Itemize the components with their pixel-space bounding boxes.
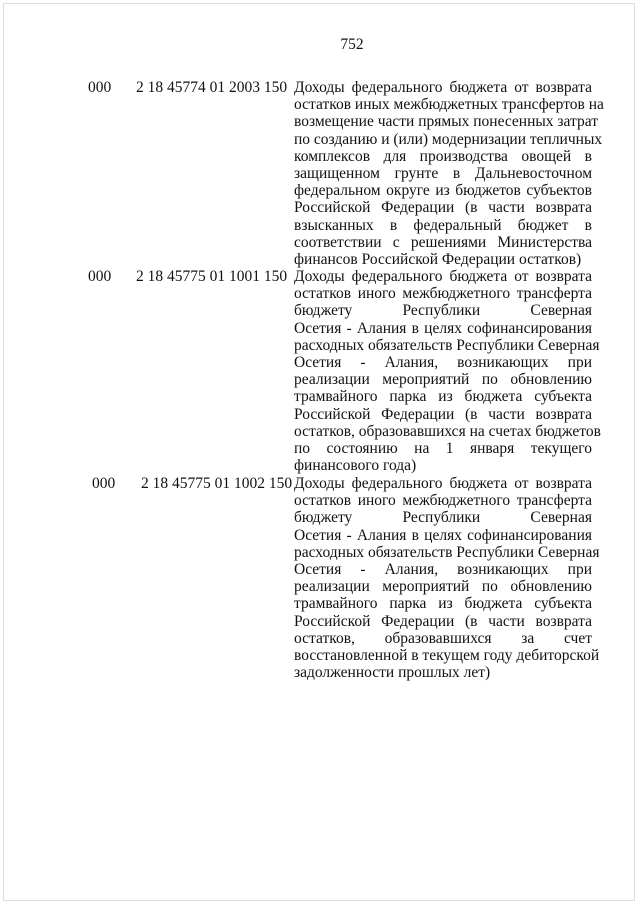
description-line: федеральном округе из бюджетов субъектов: [294, 182, 592, 200]
description-line: Осетия - Алания, возникающих при: [294, 560, 592, 578]
description-line: комплексов для производства овощей в: [294, 147, 592, 165]
description-line: возмещение части прямых понесенных затрат: [294, 113, 598, 131]
description-line: Осетия - Алания в целях софинансирования: [294, 319, 592, 337]
budget-code: 2 18 45775 01 1002 150: [141, 475, 293, 492]
description-line: остатков иных межбюджетных трансфертов на: [294, 96, 604, 114]
description-line: трамвайного парка из бюджета субъекта: [294, 595, 592, 613]
description-line: Осетия - Алания в целях софинансирования: [294, 526, 592, 544]
description: [294, 475, 600, 682]
description-line: остатков, образовавшихся на счетах бюджетов: [294, 422, 601, 440]
description-line: Доходы федерального бюджета от возврата: [294, 268, 592, 285]
page-number: 752: [340, 36, 364, 53]
description-line: соответствии с решениями Министерства: [294, 233, 592, 251]
description-line: Осетия - Алания, возникающих при: [294, 353, 592, 371]
description: [294, 79, 604, 268]
description-line: защищенном грунте в Дальневосточном: [294, 164, 592, 182]
description-line: реализации мероприятий по обновлению: [294, 578, 592, 596]
description-line: остатков, образовавшихся за счет: [294, 629, 592, 647]
description-line: взысканных в федеральный бюджет в: [294, 216, 592, 234]
description-line: расходных обязательств Республики Северная: [294, 336, 600, 354]
description-line: Доходы федерального бюджета от возврата: [294, 79, 592, 96]
admin-code: 000: [88, 79, 112, 96]
description-line: остатков иного межбюджетного трансферта: [294, 285, 592, 303]
budget-code: 2 18 45775 01 1001 150: [136, 268, 288, 285]
description-line: финансового года): [294, 457, 417, 475]
admin-code: 000: [92, 475, 116, 492]
description-line: Российской Федерации (в части возврата: [294, 199, 592, 217]
description-line: трамвайного парка из бюджета субъекта: [294, 388, 592, 406]
description-line: по состоянию на 1 января текущего: [294, 439, 592, 457]
description-line: Доходы федерального бюджета от возврата: [294, 475, 592, 492]
description-line: Российской Федерации (в части возврата: [294, 405, 592, 423]
admin-code: 000: [88, 268, 112, 285]
description-line: бюджету Республики Северная: [294, 302, 592, 320]
budget-code: 2 18 45774 01 2003 150: [136, 79, 288, 96]
description-line: расходных обязательств Республики Северная: [294, 543, 600, 561]
description-line: восстановленной в текущем году дебиторской: [294, 646, 600, 664]
description-line: финансов Российской Федерации остатков): [294, 250, 582, 268]
description-line: реализации мероприятий по обновлению: [294, 371, 592, 389]
description-line: Российской Федерации (в части возврата: [294, 612, 592, 630]
description: [294, 268, 601, 475]
description-line: по созданию и (или) модернизации тепличных: [294, 130, 603, 148]
description-line: остатков иного межбюджетного трансферта: [294, 492, 592, 510]
description-line: задолженности прошлых лет): [294, 664, 491, 682]
description-line: бюджету Республики Северная: [294, 509, 592, 527]
